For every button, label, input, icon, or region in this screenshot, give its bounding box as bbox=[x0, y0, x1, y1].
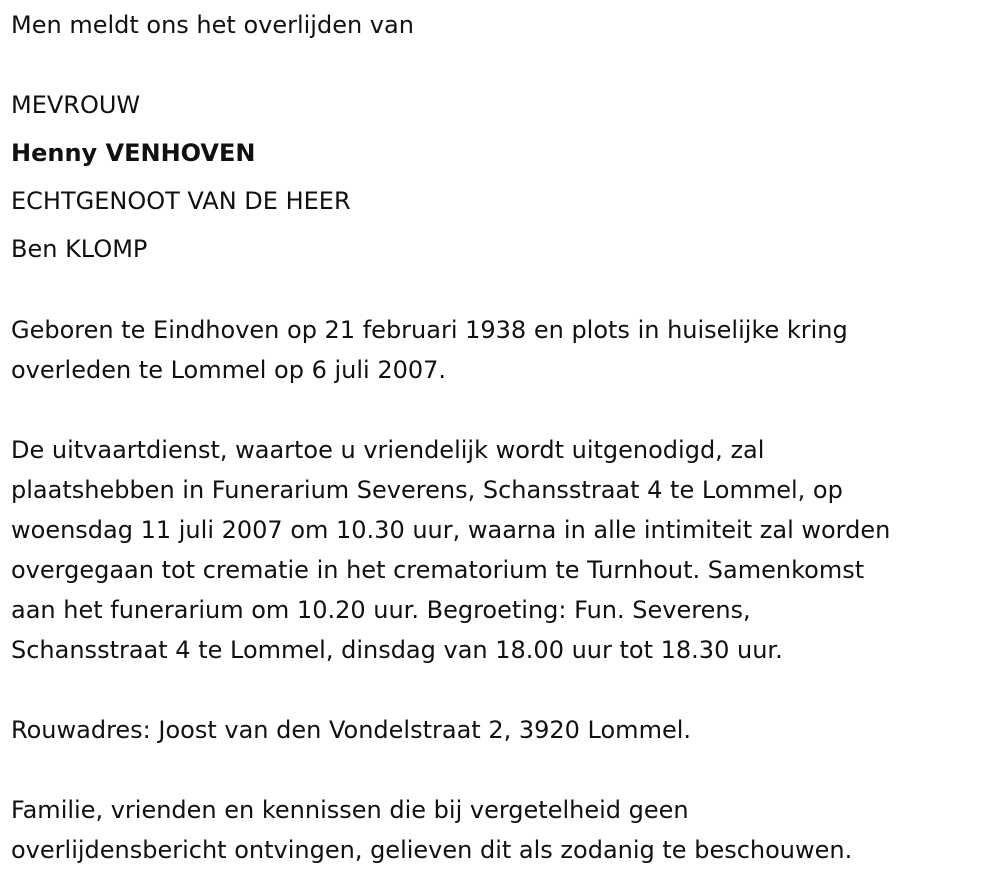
service-paragraph bbox=[11, 430, 986, 670]
service-line: aan het funerarium om 10.20 uur. Begroeting: Fun. Severens, bbox=[11, 596, 751, 624]
service-line: De uitvaartdienst, waartoe u vriendelijk wordt uitgenodigd, zal bbox=[11, 436, 765, 464]
spouse-name: Ben KLOMP bbox=[11, 235, 148, 263]
service-line: plaatshebben in Funerarium Severens, Schansstraat 4 te Lommel, op bbox=[11, 476, 843, 504]
service-line: woensdag 11 juli 2007 om 10.30 uur, waarna in alle intimiteit zal worden bbox=[11, 516, 891, 544]
birth-death-line: overleden te Lommel op 6 juli 2007. bbox=[11, 356, 447, 384]
title-prefix: MEVROUW bbox=[11, 91, 141, 119]
service-line: overgegaan tot crematie in het crematorium te Turnhout. Samenkomst bbox=[11, 556, 865, 584]
service-line: Schansstraat 4 te Lommel, dinsdag van 18.00 uur tot 18.30 uur. bbox=[11, 636, 783, 664]
closing-line: Familie, vrienden en kennissen die bij vergetelheid geen bbox=[11, 796, 689, 824]
intro-text: Men meldt ons het overlijden van bbox=[11, 11, 414, 39]
closing-paragraph bbox=[11, 790, 986, 870]
closing-line: overlijdensbericht ontvingen, gelieven dit als zodanig te beschouwen. bbox=[11, 836, 853, 864]
mourning-address: Rouwadres: Joost van den Vondelstraat 2, 3920 Lommel. bbox=[11, 716, 692, 744]
birth-death-paragraph bbox=[11, 310, 986, 390]
relation-text: ECHTGENOOT VAN DE HEER bbox=[11, 187, 351, 215]
birth-death-line: Geboren te Eindhoven op 21 februari 1938 en plots in huiselijke kring bbox=[11, 316, 848, 344]
deceased-name: Henny VENHOVEN bbox=[11, 139, 256, 167]
